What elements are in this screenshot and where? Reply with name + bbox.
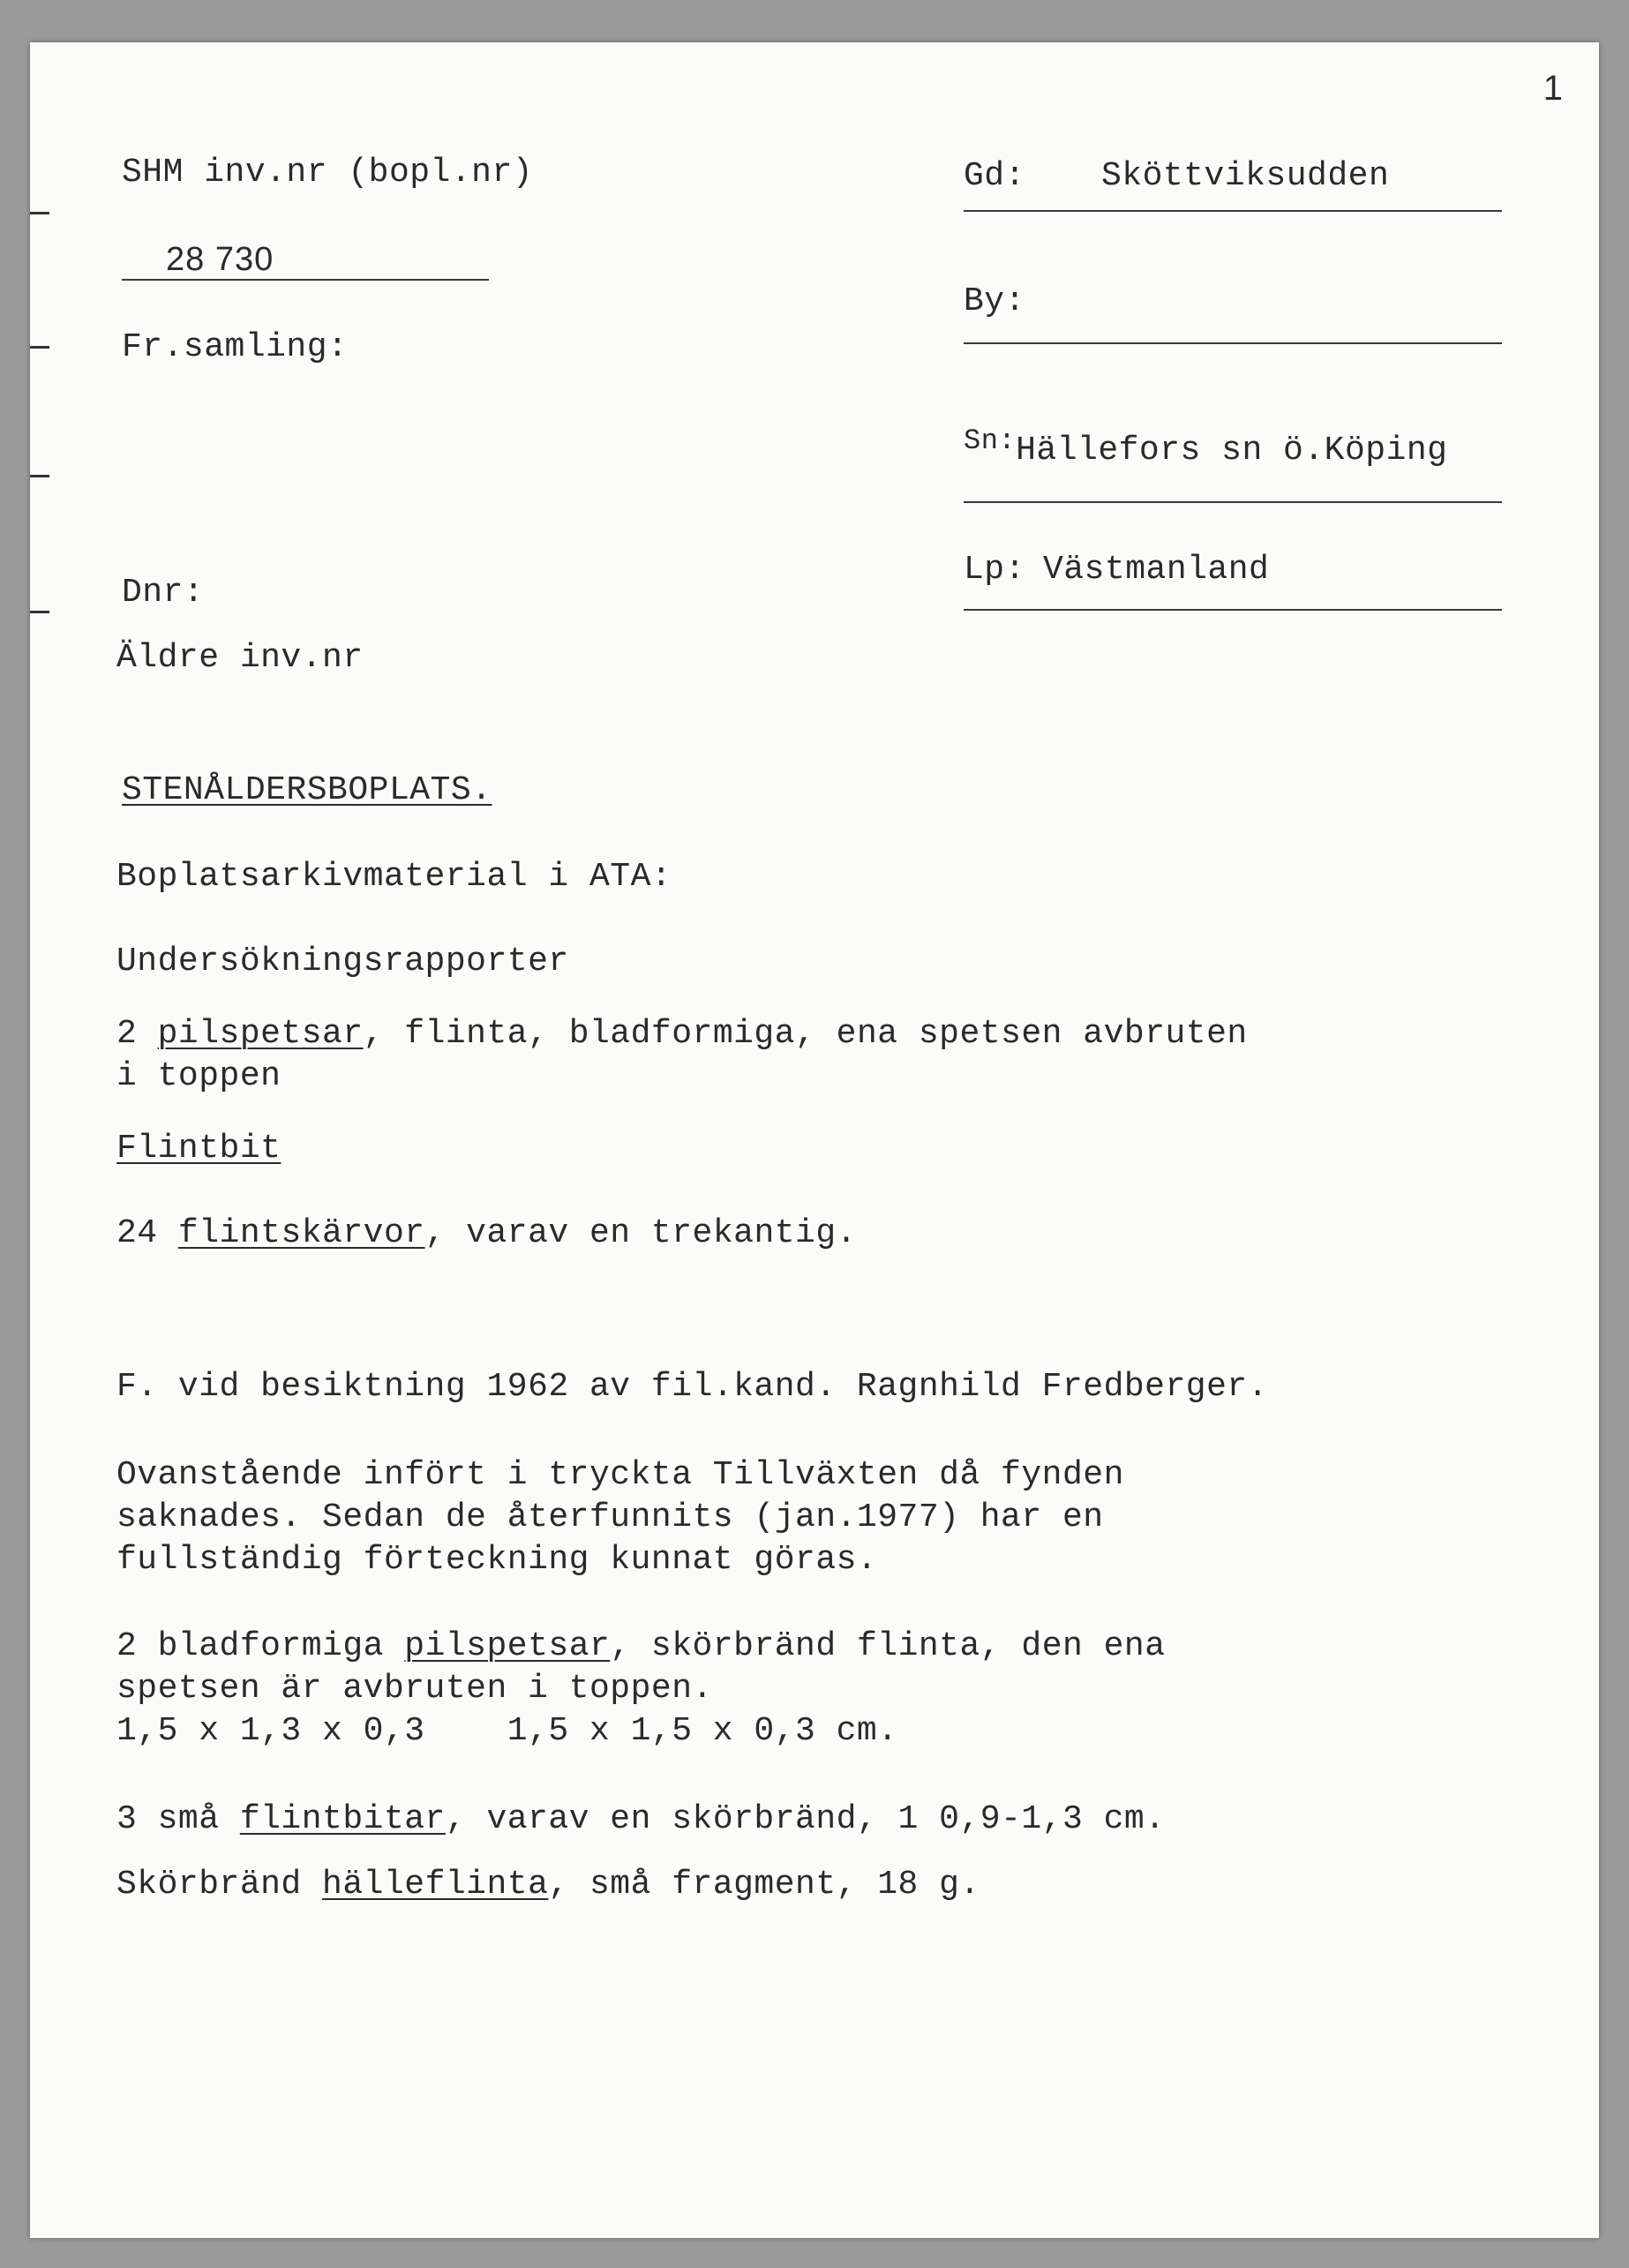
inv-number-rule: [122, 279, 489, 281]
index-card: [30, 42, 1599, 2238]
margin-tick: [30, 212, 49, 214]
find2-prefix: 3 små: [116, 1800, 240, 1838]
record-title: STENÅLDERSBOPLATS.: [122, 771, 492, 809]
find1-prefix: 2 bladformiga: [116, 1627, 405, 1665]
find3: [116, 1864, 980, 1906]
find1-line1: [116, 1626, 1166, 1668]
find1-rest: , skörbränd flinta, den ena: [610, 1627, 1166, 1665]
sn-value: Hällefors sn ö.Köping: [1016, 432, 1448, 469]
note2-line2: saknades. Sedan de återfunnits (jan.1977) har en: [116, 1498, 1104, 1536]
item3-prefix: 24: [116, 1214, 178, 1252]
lp-value: Västmanland: [1043, 551, 1270, 589]
item3: [116, 1213, 857, 1255]
find1-line3: 1,5 x 1,3 x 0,3 1,5 x 1,5 x 0,3 cm.: [116, 1712, 898, 1750]
sn-label: Sn:: [964, 424, 1017, 457]
lp-label: Lp:: [964, 551, 1025, 589]
by-rule: [964, 342, 1502, 344]
find2-word: flintbitar: [239, 1800, 446, 1838]
gd-value: Sköttviksudden: [1101, 157, 1390, 195]
find1-word: pilspetsar: [404, 1627, 611, 1665]
item1-rest: , flinta, bladformiga, ena spetsen avbruten: [363, 1015, 1248, 1053]
sn-rule: [964, 501, 1502, 503]
inv-label: SHM inv.nr (bopl.nr): [122, 154, 534, 192]
find2: [116, 1799, 1166, 1841]
archive-label: Boplatsarkivmaterial i ATA:: [116, 858, 672, 896]
reports-label: Undersökningsrapporter: [116, 942, 569, 980]
item3-rest: , varav en trekantig.: [424, 1214, 857, 1252]
margin-tick: [30, 346, 49, 349]
find1-line2: spetsen är avbruten i toppen.: [116, 1670, 713, 1708]
margin-tick: [30, 611, 49, 613]
gd-rule: [964, 210, 1502, 212]
margin-tick: [30, 475, 49, 477]
find3-word: hälleflinta: [322, 1866, 549, 1904]
note1: F. vid besiktning 1962 av fil.kand. Ragnhild Fredberger.: [116, 1368, 1269, 1406]
item1-line2: i toppen: [116, 1057, 282, 1095]
note2-line3: fullständig förteckning kunnat göras.: [116, 1541, 878, 1579]
dnr-label: Dnr:: [122, 574, 205, 612]
by-label: By:: [964, 282, 1025, 320]
lp-rule: [964, 609, 1502, 611]
inv-number: 28 730: [166, 241, 274, 278]
item1-prefix: 2: [116, 1015, 158, 1053]
item3-word: flintskärvor: [177, 1214, 425, 1252]
sn-field: [964, 420, 1448, 472]
item1-line1: [116, 1013, 1248, 1055]
item1-word: pilspetsar: [157, 1015, 364, 1053]
page-number: 1: [1543, 69, 1564, 108]
gd-label: Gd:: [964, 157, 1025, 195]
find3-rest: , små fragment, 18 g.: [548, 1866, 980, 1904]
item2: Flintbit: [116, 1130, 282, 1168]
find2-rest: , varav en skörbränd, 1 0,9-1,3 cm.: [445, 1800, 1166, 1838]
aldre-inv-label: Äldre inv.nr: [116, 639, 364, 677]
fr-samling-label: Fr.samling:: [122, 328, 349, 366]
find3-prefix: Skörbränd: [116, 1866, 323, 1904]
note2-line1: Ovanstående infört i tryckta Tillväxten då fynden: [116, 1456, 1124, 1494]
